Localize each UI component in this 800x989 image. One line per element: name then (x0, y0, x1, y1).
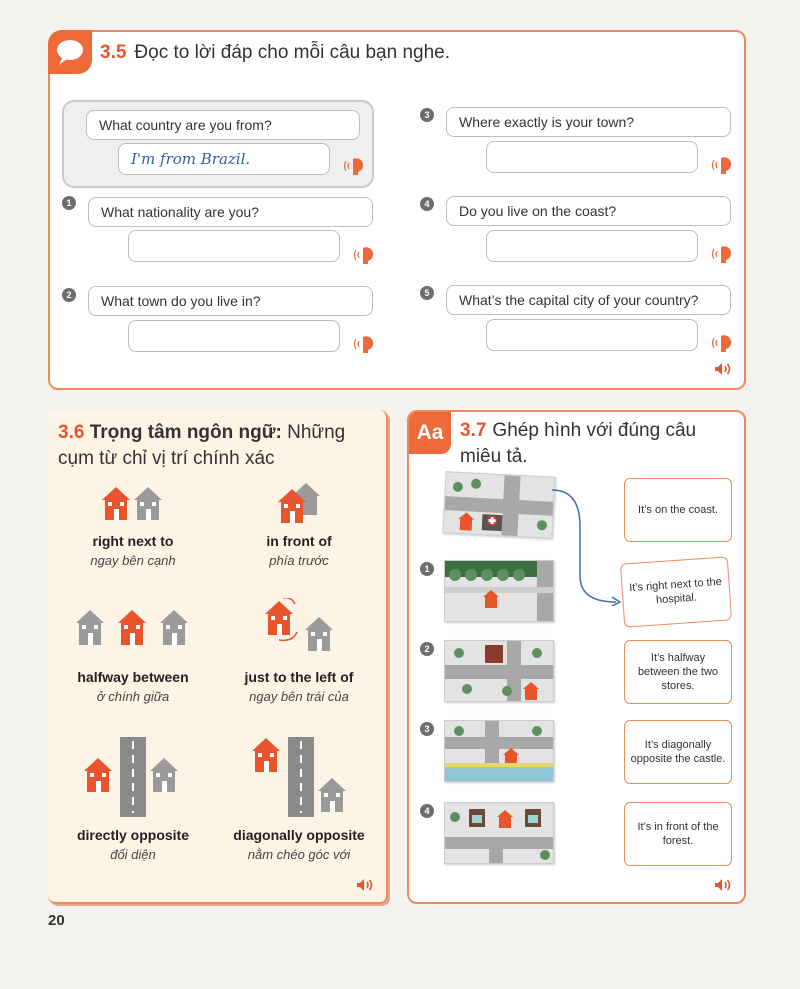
phrase-english: in front of (266, 533, 332, 549)
exercise-title-rest: Những cụm từ chỉ vị trí chính xác (58, 422, 346, 469)
caption-box-example: It’s right next to the hospital. (620, 556, 732, 627)
vocabulary-badge: Aa (409, 412, 451, 454)
phrase-item (224, 533, 374, 568)
answer-box-4 (486, 230, 698, 262)
question-5: What’s the capital city of your country? (446, 285, 731, 315)
phrase-english: right next to (92, 533, 174, 549)
exercise-title-bold: Trọng tâm ngôn ngữ: (89, 422, 282, 443)
house-diagonal-icon (250, 737, 354, 817)
answer-box-1 (128, 230, 340, 262)
example-answer (118, 143, 330, 175)
picture-number: 4 (420, 804, 434, 818)
item-number: 2 (62, 288, 76, 302)
phrase-vietnamese: ngay bên cạnh (90, 553, 176, 568)
example-connector-line (550, 486, 630, 606)
question-3: Where exactly is your town? (446, 107, 731, 137)
question-2: What town do you live in? (88, 286, 373, 316)
speaker-head-icon (711, 244, 733, 264)
phrase-vietnamese: phía trước (269, 553, 329, 568)
phrase-vietnamese: ở chính giữa (96, 689, 170, 704)
phrase-english: just to the left of (244, 669, 354, 685)
picture-number: 1 (420, 562, 434, 576)
house-front-icon (276, 482, 324, 526)
speech-bubble-icon (48, 30, 92, 74)
example-answer-text: I'm from Brazil. (131, 150, 251, 168)
example-question: What country are you from? (86, 110, 360, 140)
exercise-3-7-heading (460, 418, 730, 470)
house-opposite-icon (82, 737, 186, 817)
answer-box-2 (128, 320, 340, 352)
exercise-title: Ghép hình với đúng câu miêu tả. (460, 420, 697, 467)
phrase-english: halfway between (77, 669, 189, 685)
audio-icon[interactable] (714, 362, 732, 376)
speaker-head-icon (711, 155, 733, 175)
phrase-item (58, 827, 208, 862)
speaker-head-icon (353, 245, 375, 265)
exercise-3-5-heading (100, 42, 450, 64)
exercise-title: Đọc to lời đáp cho mỗi câu bạn nghe. (134, 42, 451, 63)
phrase-english: directly opposite (76, 827, 190, 843)
phrase-vietnamese: đối diện (110, 847, 156, 862)
map-picture-castle (444, 640, 554, 702)
picture-number: 3 (420, 722, 434, 736)
phrase-english: diagonally opposite (233, 827, 365, 843)
house-pair-icon (100, 484, 166, 524)
example-map-picture (442, 471, 555, 539)
page-number: 20 (48, 912, 65, 929)
audio-icon[interactable] (714, 878, 732, 892)
exercise-number: 3.5 (100, 42, 127, 63)
speaker-head-icon (711, 333, 733, 353)
caption-box: It’s in front of the forest. (624, 802, 732, 866)
audio-icon[interactable] (356, 878, 374, 892)
map-picture-stores (444, 802, 554, 864)
speaker-head-icon (353, 334, 375, 354)
question-4: Do you live on the coast? (446, 196, 731, 226)
picture-number: 2 (420, 642, 434, 656)
caption-box: It’s diagonally opposite the castle. (624, 720, 732, 784)
exercise-number: 3.7 (460, 420, 487, 441)
caption-box: It’s halfway between the two stores. (624, 640, 732, 704)
item-number: 4 (420, 197, 434, 211)
answer-box-5 (486, 319, 698, 351)
exercise-number: 3.6 (58, 422, 85, 443)
phrase-item (58, 533, 208, 568)
house-row-icon (74, 607, 194, 649)
map-picture-forest (444, 560, 554, 622)
speaker-head-icon (343, 156, 365, 176)
phrase-vietnamese: nằm chéo góc với (247, 847, 351, 862)
map-picture-coast (444, 720, 554, 782)
phrase-item (224, 827, 374, 862)
exercise-3-6-heading (58, 420, 358, 472)
phrase-vietnamese: ngay bên trái của (249, 689, 349, 704)
question-1: What nationality are you? (88, 197, 373, 227)
phrase-item (58, 669, 208, 704)
caption-box: It’s on the coast. (624, 478, 732, 542)
item-number: 5 (420, 286, 434, 300)
phrase-item (224, 669, 374, 704)
item-number: 3 (420, 108, 434, 122)
answer-box-3 (486, 141, 698, 173)
house-left-of-icon (263, 598, 337, 658)
item-number: 1 (62, 196, 76, 210)
